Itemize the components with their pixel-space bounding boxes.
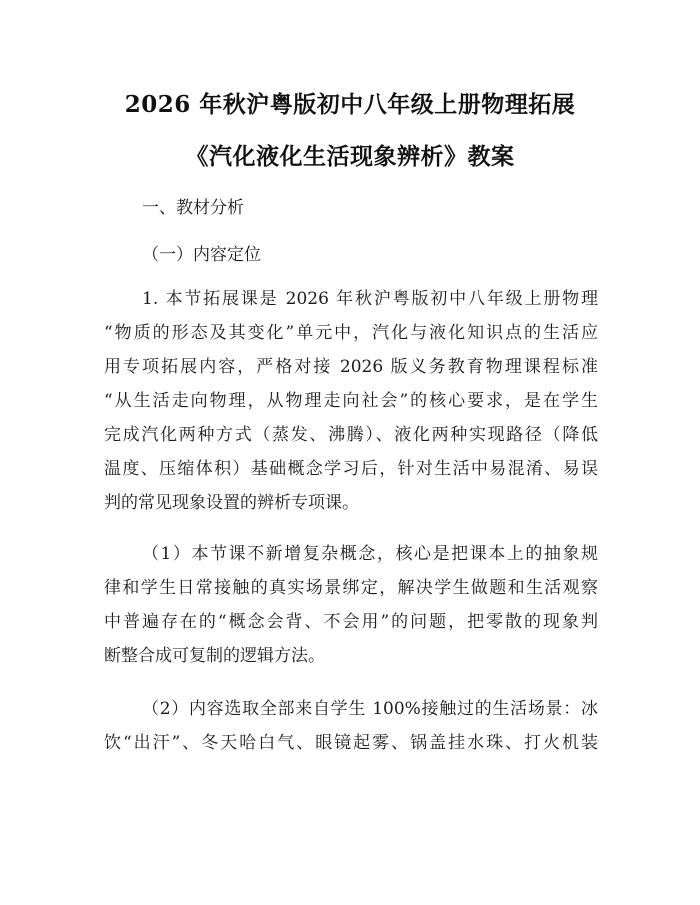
- paragraph-1-line: 温度、压缩体积）基础概念学习后，针对生活中易混淆、易误: [104, 459, 598, 479]
- paragraph-1-line: “物质的形态及其变化”单元中，汽化与液化知识点的生活应: [104, 323, 598, 343]
- section-heading-textbook-analysis: 一、教材分析: [142, 198, 244, 218]
- paragraph-1-line: 判的常见现象设置的辨析专项课。: [104, 493, 359, 513]
- paragraph-2-line: （1）本节课不新增复杂概念，核心是把课本上的抽象规: [142, 544, 598, 564]
- paragraph-2-line: 断整合成可复制的逻辑方法。: [104, 646, 325, 666]
- paragraph-3-line: （2）内容选取全部来自学生 100%接触过的生活场景：冰: [142, 699, 598, 719]
- paragraph-1-line: 用专项拓展内容，严格对接 2026 版义务教育物理课程标准: [104, 357, 598, 377]
- paragraph-3: [104, 692, 598, 760]
- paragraph-1-line: 完成汽化两种方式（蒸发、沸腾）、液化两种实现路径（降低: [104, 425, 598, 445]
- document-title-line-1: 2026 年秋沪粤版初中八年级上册物理拓展: [124, 91, 576, 118]
- paragraph-1-line: “从生活走向物理，从物理走向社会”的核心要求，是在学生: [104, 391, 598, 411]
- paragraph-1: [104, 282, 598, 520]
- paragraph-2: [104, 537, 598, 673]
- document-title-line-2: 《汽化液化生活现象辨析》教案: [185, 143, 515, 170]
- subsection-heading-content-positioning: （一）内容定位: [142, 245, 261, 265]
- paragraph-3-line: 饮“出汗”、冬天哈白气、眼镜起雾、锅盖挂水珠、打火机装: [104, 733, 598, 753]
- paragraph-2-line: 中普遍存在的“概念会背、不会用”的问题，把零散的现象判: [104, 612, 598, 632]
- paragraph-1-line: 1. 本节拓展课是 2026 年秋沪粤版初中八年级上册物理: [142, 289, 598, 309]
- paragraph-2-line: 律和学生日常接触的真实场景绑定，解决学生做题和生活观察: [104, 578, 598, 598]
